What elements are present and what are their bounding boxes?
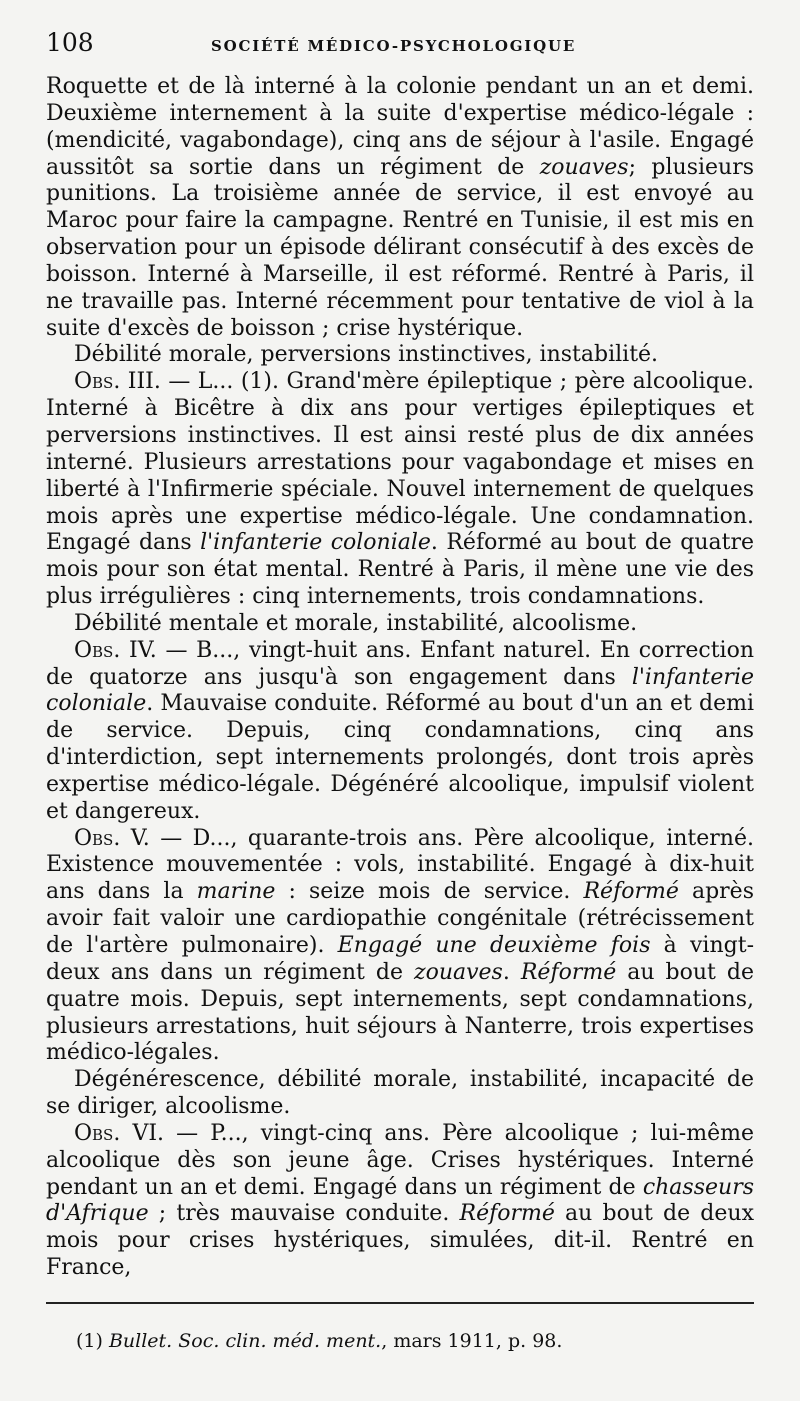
observation-label: Obs. V.	[74, 825, 150, 851]
body-text	[46, 74, 754, 1282]
text-run: — D..., quarante-trois ans. Père alcoolique, interné. Existence mouvementée : vols, instabilité. Engagé à dix-huit ans dans la	[46, 825, 754, 905]
italic-run: marine	[196, 879, 276, 905]
footnote	[76, 1330, 562, 1352]
running-head	[46, 28, 754, 74]
italic-run: Réformé	[459, 1201, 555, 1227]
diagnosis-paragraph: Débilité morale, perversions instinctives, instabilité.	[74, 342, 659, 368]
italic-run: Réformé	[583, 879, 679, 905]
page-number: 108	[46, 28, 94, 57]
italic-run: Réformé	[520, 959, 617, 985]
italic-run: chasseurs d'Afrique	[46, 1174, 754, 1227]
diagnosis-paragraph: Dégénérescence, débilité morale, instabilité, incapacité de se diriger, alcoolisme.	[46, 1067, 754, 1120]
text-run: à vingt-deux ans dans un régiment de	[46, 933, 754, 985]
paragraph-continuation	[46, 74, 754, 342]
observation-label: Obs. IV.	[74, 637, 157, 663]
text-run: — P..., vingt-cinq ans. Père alcoolique ; lui-même alcoolique dès son jeune âge. Crises hystériques. Interné pendant un an et demi. Engagé dans un régiment de	[46, 1120, 754, 1200]
running-title: SOCIÉTÉ MÉDICO-PSYCHOLOGIQUE	[211, 37, 577, 55]
footnote-marker: (1)	[76, 1330, 109, 1352]
observation-5	[46, 826, 754, 1068]
text-run: au bout de quatre mois. Depuis, sept internements, sept condamnations, plusieurs arrestations, huit séjours à Nanterre, trois expertises médico-légales.	[46, 959, 754, 1066]
diagnosis-paragraph: Débilité mentale et morale, instabilité, alcoolisme.	[74, 610, 638, 636]
footnote-source: Bullet. Soc. clin. méd. ment.	[108, 1330, 382, 1352]
text-run: après avoir fait valoir une cardiopathie congénitale (rétrécissement de l'artère pulmonaire).	[46, 879, 754, 958]
italic-run: zouaves	[413, 959, 503, 985]
observation-label: Obs. III.	[74, 369, 161, 395]
text-run: . Réformé au bout de quatre mois pour son état mental. Rentré à Paris, il mène une vie des plus irrégulières : cinq internements, trois condamnations.	[46, 530, 754, 610]
footnote-rule	[46, 1302, 754, 1304]
text-run: ; plusieurs punitions. La troisième année de service, il est envoyé au Maroc pour faire la campagne. Rentré en Tunisie, il est mis en observation pour un épisode délirant consécutif à des excès de boisson. Interné à Marseille, il est réformé. Rentré à Paris, il ne travaille pas. Interné récemment pour tentative de viol à la suite d'excès de boisson ; crise hystérique.	[46, 154, 755, 341]
italic-run: l'infanterie coloniale	[200, 530, 431, 556]
italic-run: zouaves	[539, 154, 629, 180]
italic-run: Engagé une deuxième fois	[337, 933, 651, 958]
footnote-citation: , mars 1911, p. 98.	[381, 1330, 563, 1352]
text-run: : seize mois de service.	[275, 879, 584, 905]
italic-run: l'infanterie coloniale	[46, 664, 754, 717]
text-run: au bout de deux mois pour crises hystériques, simulées, dit-il. Rentré en France,	[46, 1201, 754, 1281]
observation-label: Obs. VI.	[74, 1120, 165, 1146]
observation-3	[46, 369, 754, 611]
observation-6	[46, 1121, 754, 1282]
text-run: ; très mauvaise conduite.	[148, 1201, 460, 1227]
text-run: — B..., vingt-huit ans. Enfant naturel. En correction de quatorze ans jusqu'à son engagement dans	[46, 637, 754, 690]
text-run: — L... (1). Grand'mère épileptique ; père alcoolique. Interné à Bicêtre à dix ans pour vertiges épileptiques et perversions instinctives. Il est ainsi resté plus de dix années interné. Plusieurs arrestations pour vagabondage et mises en liberté à l'Infirmerie spéciale. Nouvel internement de quelques mois après une expertise médico-légale. Une condamnation. Engagé dans	[46, 369, 754, 556]
text-run: Roquette et de là interné à la colonie pendant un an et demi. Deuxième internement à la suite d'expertise médico-légale : (mendicité, vagabondage), cinq ans de séjour à l'asile. Engagé aussitôt sa sortie dans un régiment de	[46, 74, 754, 180]
text-run: .	[502, 959, 521, 985]
observation-4	[46, 638, 754, 826]
text-run: . Mauvaise conduite. Réformé au bout d'un an et demi de service. Depuis, cinq condamnations, cinq ans d'interdiction, sept internements prolongés, dont trois après expertise médico-légale. Dégénéré alcoolique, impulsif violent et dangereux.	[46, 691, 754, 824]
